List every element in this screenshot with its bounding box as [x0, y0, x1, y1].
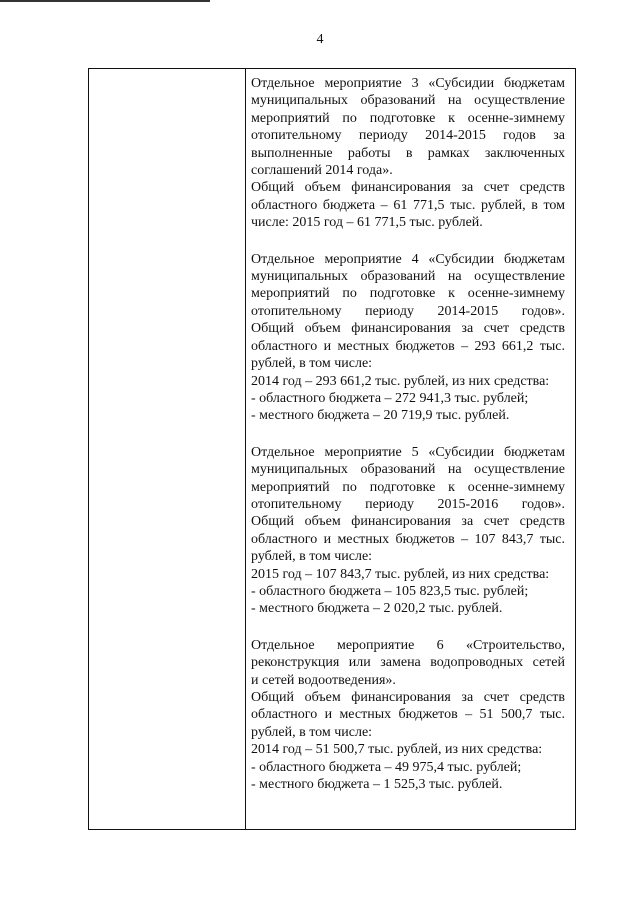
text-line: рублей, в том числе: [251, 356, 373, 372]
text-line: - областного бюджета – 105 823,5 тыс. рублей; [251, 583, 529, 599]
scan-edge-line [0, 0, 210, 2]
text-line: и сетей водоотведения». [251, 672, 396, 688]
text-line: Общий объем финансирования за счет средств [251, 180, 565, 196]
text-line: - местного бюджета – 1 525,3 тыс. рублей. [251, 777, 503, 793]
section-text [251, 251, 565, 425]
text-line: - областного бюджета – 272 941,3 тыс. рублей; [251, 390, 529, 406]
text-line: выполненные работы в рамках заключенных [251, 145, 565, 161]
text-line: - местного бюджета – 2 020,2 тыс. рублей. [251, 601, 503, 617]
text-line: рублей, в том числе: [251, 549, 373, 565]
text-line: мероприятий по подготовке к осенне-зимнему [251, 110, 565, 126]
text-line: соглашений 2014 года». [251, 163, 393, 179]
text-line: муниципальных образований на осуществление [251, 269, 565, 285]
text-line: мероприятий по подготовке к осенне-зимнему [251, 286, 565, 302]
text-line: Общий объем финансирования за счет средств [251, 514, 565, 530]
text-line: Отдельное мероприятие 5 «Субсидии бюджетам [251, 444, 565, 460]
text-line: 2014 год – 51 500,7 тыс. рублей, из них средства: [251, 742, 543, 758]
text-line: Общий объем финансирования за счет средств [251, 690, 565, 705]
text-line: Отдельное мероприятие 4 «Субсидии бюджетам [251, 251, 565, 267]
text-line: областного бюджета – 61 771,5 тыс. рублей, в том [251, 197, 565, 213]
text-line: Общий объем финансирования за счет средств [251, 321, 565, 337]
section-event-4 [251, 251, 565, 425]
section-text [251, 75, 565, 232]
text-line: 2015 год – 107 843,7 тыс. рублей, из них средства: [251, 566, 550, 582]
text-line: 2014 год – 293 661,2 тыс. рублей, из них средства: [251, 373, 550, 389]
content-cell [246, 75, 575, 812]
text-line: отопительному периоду 2015-2016 годов». [251, 496, 565, 512]
text-line: - местного бюджета – 20 719,9 тыс. рублей. [251, 408, 510, 424]
section-text [251, 444, 565, 618]
text-line: областного и местных бюджетов – 51 500,7 тыс. [251, 707, 565, 723]
text-line: реконструкция или замена водопроводных сетей [251, 655, 565, 671]
text-line: рублей, в том числе: [251, 724, 373, 740]
text-line: областного и местных бюджетов – 107 843,7 тыс. [251, 531, 565, 547]
page-number: 4 [316, 32, 324, 47]
text-line: - областного бюджета – 49 975,4 тыс. рублей; [251, 759, 522, 775]
text-line: отопительному периоду 2014-2015 годов». [251, 303, 565, 319]
text-line: отопительному периоду 2014-2015 годов за [251, 128, 565, 144]
section-event-5 [251, 444, 565, 618]
text-line: Отдельное мероприятие 6 «Строительство, [251, 637, 565, 653]
document-table [88, 68, 576, 830]
text-line: областного и местных бюджетов – 293 661,2 тыс. [251, 338, 565, 354]
text-line: муниципальных образований на осуществление [251, 462, 565, 478]
text-line: Отдельное мероприятие 3 «Субсидии бюджетам [251, 76, 565, 91]
text-line: мероприятий по подготовке к осенне-зимнему [251, 479, 565, 495]
text-line: муниципальных образований на осуществление [251, 93, 565, 109]
section-event-6 [251, 637, 565, 794]
text-line: числе: 2015 год – 61 771,5 тыс. рублей. [251, 215, 483, 231]
section-text [251, 637, 565, 794]
section-event-3 [251, 75, 565, 232]
